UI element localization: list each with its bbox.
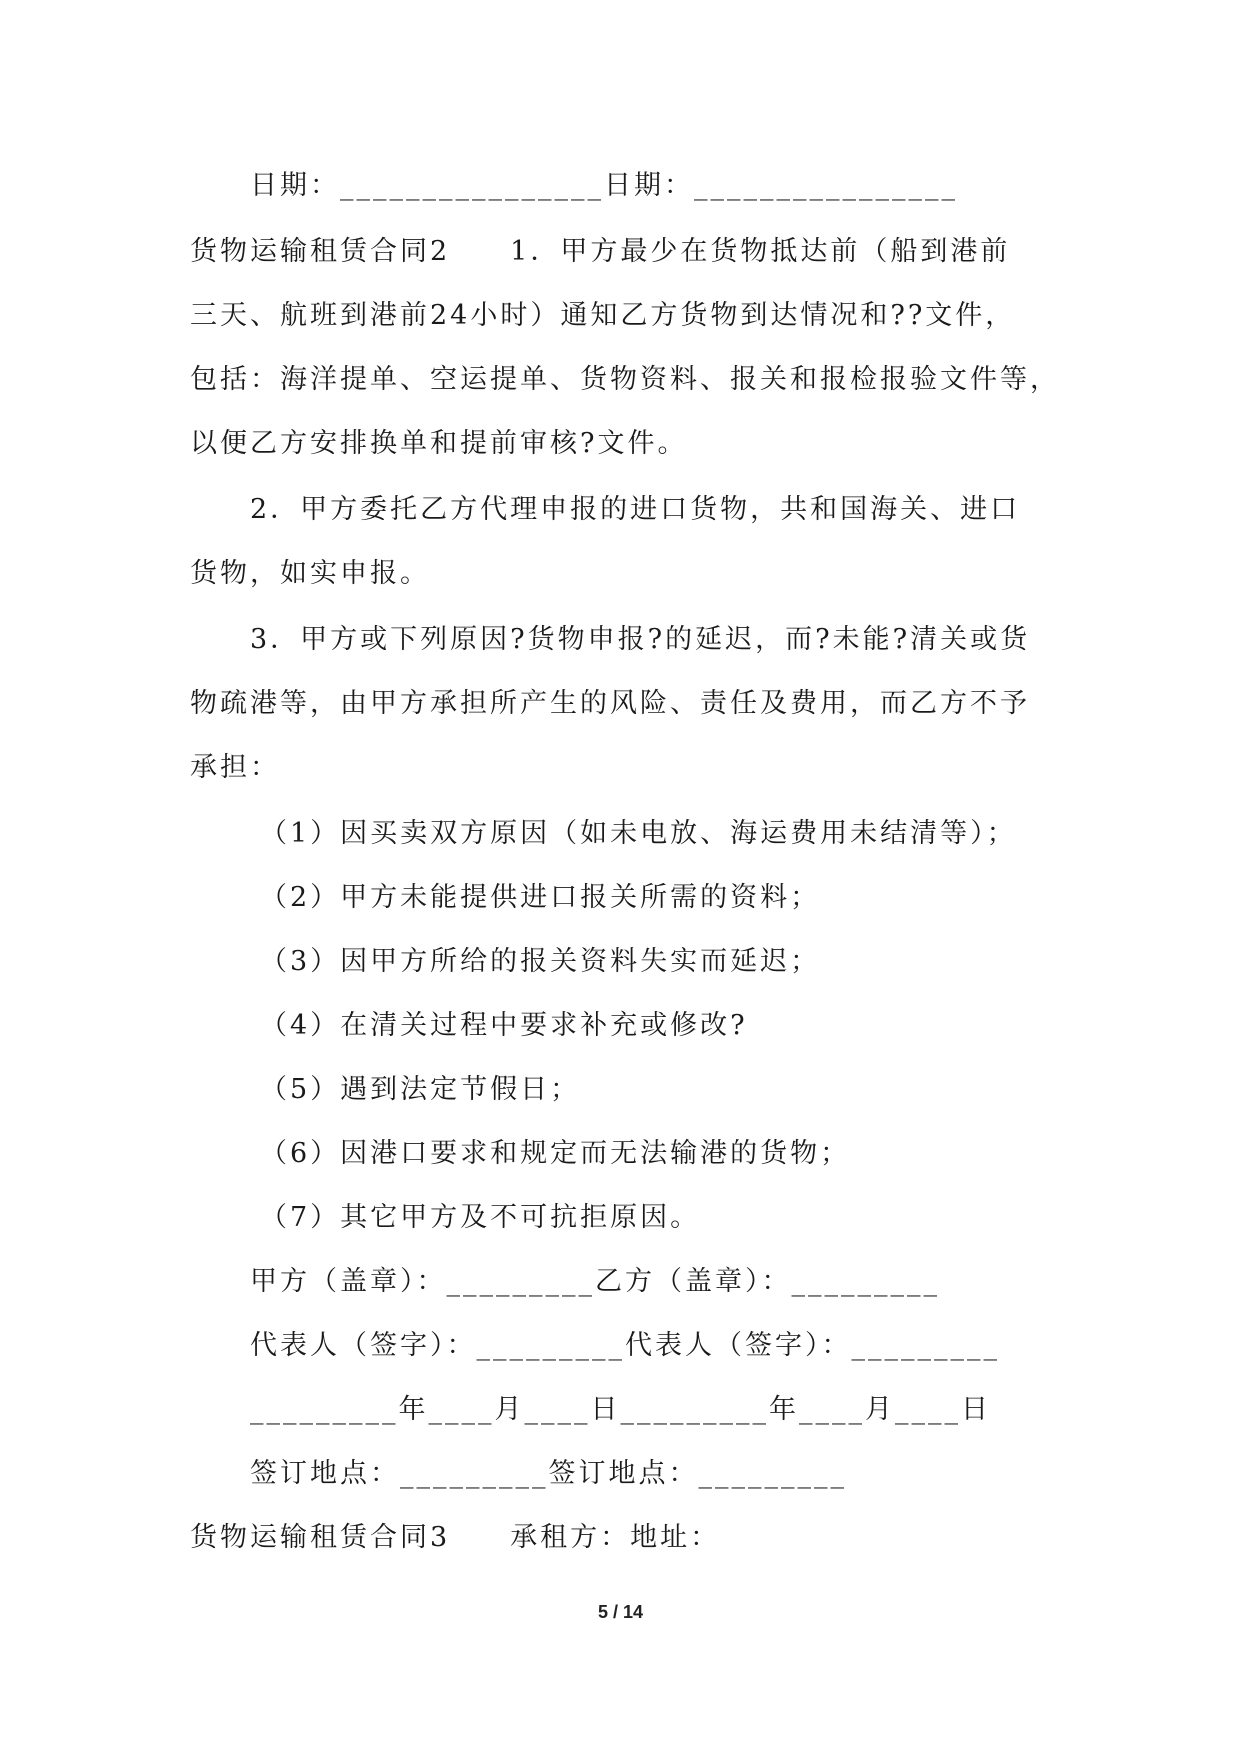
list-item: （1）因买卖双方原因（如未电放、海运费用未结清等）； <box>260 818 1017 849</box>
clause-3-line: 3．甲方或下列原因?货物申报?的延迟，而?未能?清关或货 <box>250 624 1031 655</box>
paragraph-line: 包括：海洋提单、空运提单、货物资料、报关和报检报验文件等， <box>190 364 1060 395</box>
list-item: （5）遇到法定节假日； <box>260 1074 581 1105</box>
list-item: （2）甲方未能提供进口报关所需的资料； <box>260 882 821 913</box>
page-number: 5 / 14 <box>597 1602 644 1622</box>
list-item: （6）因港口要求和规定而无法输港的货物； <box>260 1138 851 1169</box>
list-item: （3）因甲方所给的报关资料失实而延迟； <box>260 946 821 977</box>
list-item: （4）在清关过程中要求补充或修改? <box>260 1010 748 1041</box>
signing-place-line: 签订地点：_________签订地点：_________ <box>250 1458 847 1489</box>
representative-signature-line: 代表人（签字）：_________代表人（签字）：_________ <box>250 1330 1000 1361</box>
date-signature-line: 日期：________________日期：________________ <box>250 170 958 201</box>
paragraph-line: 物疏港等，由甲方承担所产生的风险、责任及费用，而乙方不予 <box>190 688 1030 719</box>
date-blanks-line: _________年____月____日_________年____月____日 <box>250 1394 991 1425</box>
paragraph-line: 三天、航班到港前24小时）通知乙方货物到达情况和??文件， <box>190 300 1016 331</box>
seal-signature-line: 甲方（盖章）：_________乙方（盖章）：_________ <box>250 1266 940 1297</box>
paragraph-line: 以便乙方安排换单和提前审核?文件。 <box>190 428 688 459</box>
clause-2-line: 2．甲方委托乙方代理申报的进口货物，共和国海关、进口 <box>250 494 1021 525</box>
contract-3-heading-line: 货物运输租赁合同3 承租方：地址： <box>190 1522 721 1553</box>
paragraph-line: 承担： <box>190 752 280 783</box>
paragraph-line: 货物，如实申报。 <box>190 558 430 589</box>
list-item: （7）其它甲方及不可抗拒原因。 <box>260 1202 701 1233</box>
contract-2-heading-line: 货物运输租赁合同2 1．甲方最少在货物抵达前（船到港前 <box>190 236 1011 267</box>
